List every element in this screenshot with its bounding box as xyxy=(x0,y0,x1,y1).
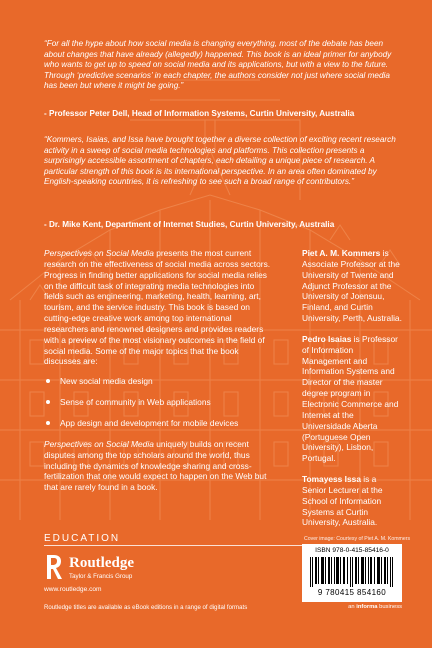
topic-item: Sense of community in Web applications xyxy=(44,397,274,408)
author-name: Tomayess Issa xyxy=(302,474,361,485)
barcode-icon xyxy=(310,557,394,587)
subject-label: EDUCATION xyxy=(44,533,121,544)
book-title: Perspectives on Social Media xyxy=(44,438,154,449)
publisher-group: Taylor & Francis Group xyxy=(69,573,133,580)
informa-label: an informa business xyxy=(348,604,402,610)
cover-credit: Cover image: Courtesy of Piet A. M. Kommers xyxy=(304,536,411,542)
bullet-icon xyxy=(46,400,50,404)
publisher-name: Routledge xyxy=(69,555,134,571)
description-paragraph-2: Perspectives on Social Media uniquely builds on recent disputes among the top scholars around the world, thus including the dynamics of knowledge sharing and cross-fertilization that one would expect to happen on the Web but that are rarely found in a book. xyxy=(44,438,267,493)
book-description xyxy=(44,248,274,493)
barcode-panel xyxy=(302,544,402,602)
topic-item: App design and development for mobile devices xyxy=(44,418,274,429)
book-title: Perspectives on Social Media xyxy=(44,248,154,258)
review-attribution-1: - Professor Peter Dell, Head of Information Systems, Curtin University, Australia xyxy=(44,109,355,118)
publisher-website[interactable]: www.routledge.com xyxy=(44,586,102,593)
author-bio: Pedro Isaias is Professor of Information Management and Information Systems and Director of the master degree program in Electronic Commerce and Internet at the Universidade Aberta (Portuguese Open University), Lisbon, Portugal. xyxy=(302,333,399,464)
author-bio: Piet A. M. Kommers is Associate Professor at the University of Twente and Adjunct Professor at the University of Joensuu, Finland, and Curtin University, Perth, Australia. xyxy=(302,248,402,324)
topic-item: New social media design xyxy=(44,376,274,387)
review-quote-2: “Kommers, Isaias, and Issa have brought together a diverse collection of exciting recent research activity in a sweep of social media technologies and platforms. This collection presents a surprisingly accessible assortment of chapters, each detailing a unique piece of research. A particular strength of this book is its international perspective. In an area often dominated by English-speaking countries, it is refreshing to see such a broad range of contributors.” xyxy=(44,135,396,187)
ebook-note: Routledge titles are available as eBook editions in a range of digital formats xyxy=(44,604,248,611)
isbn-label: ISBN 978-0-415-85416-0 xyxy=(315,547,389,554)
barcode-digits: 9 780415 854160 xyxy=(317,588,387,597)
routledge-r-icon xyxy=(44,553,64,581)
bullet-icon xyxy=(46,379,50,383)
publisher-logo xyxy=(44,553,148,583)
informa-brand: informa xyxy=(356,604,378,610)
bullet-icon xyxy=(46,421,50,425)
review-quote-1: “For all the hype about how social media is changing everything, most of the debate has been about changes that have already (allegedly) happened. This book is an ideal primer for anybody who wants to get up to speed on social media and its applications, but with a view to the future. Through ‘predictive scenarios’ in each chapter, the authors consider not just where social media has been but where it might be going.” xyxy=(44,39,392,91)
author-name: Pedro Isaias xyxy=(302,333,352,344)
topics-list xyxy=(44,376,274,429)
author-name: Piet A. M. Kommers xyxy=(302,248,381,258)
author-bios xyxy=(302,248,402,538)
review-attribution-2: - Dr. Mike Kent, Department of Internet Studies, Curtin University, Australia xyxy=(44,220,335,229)
description-paragraph-1: Perspectives on Social Media presents the most current research on the effectiveness of social media across sectors. Progress in finding better applications for social media relies on the difficult task of integrating media technologies into fields such as engineering, marketing, health, learning, art, tourism, and the service industry. This book is based on cutting-edge creative work among top international researchers and renowned designers and provides readers with a preview of the most visionary outcomes in the field of social media. Some of the major topics that the book discusses are: xyxy=(44,248,271,367)
author-bio: Tomayess Issa is a Senior Lecturer at the School of Information Systems at Curtin University, Australia. xyxy=(302,474,383,528)
